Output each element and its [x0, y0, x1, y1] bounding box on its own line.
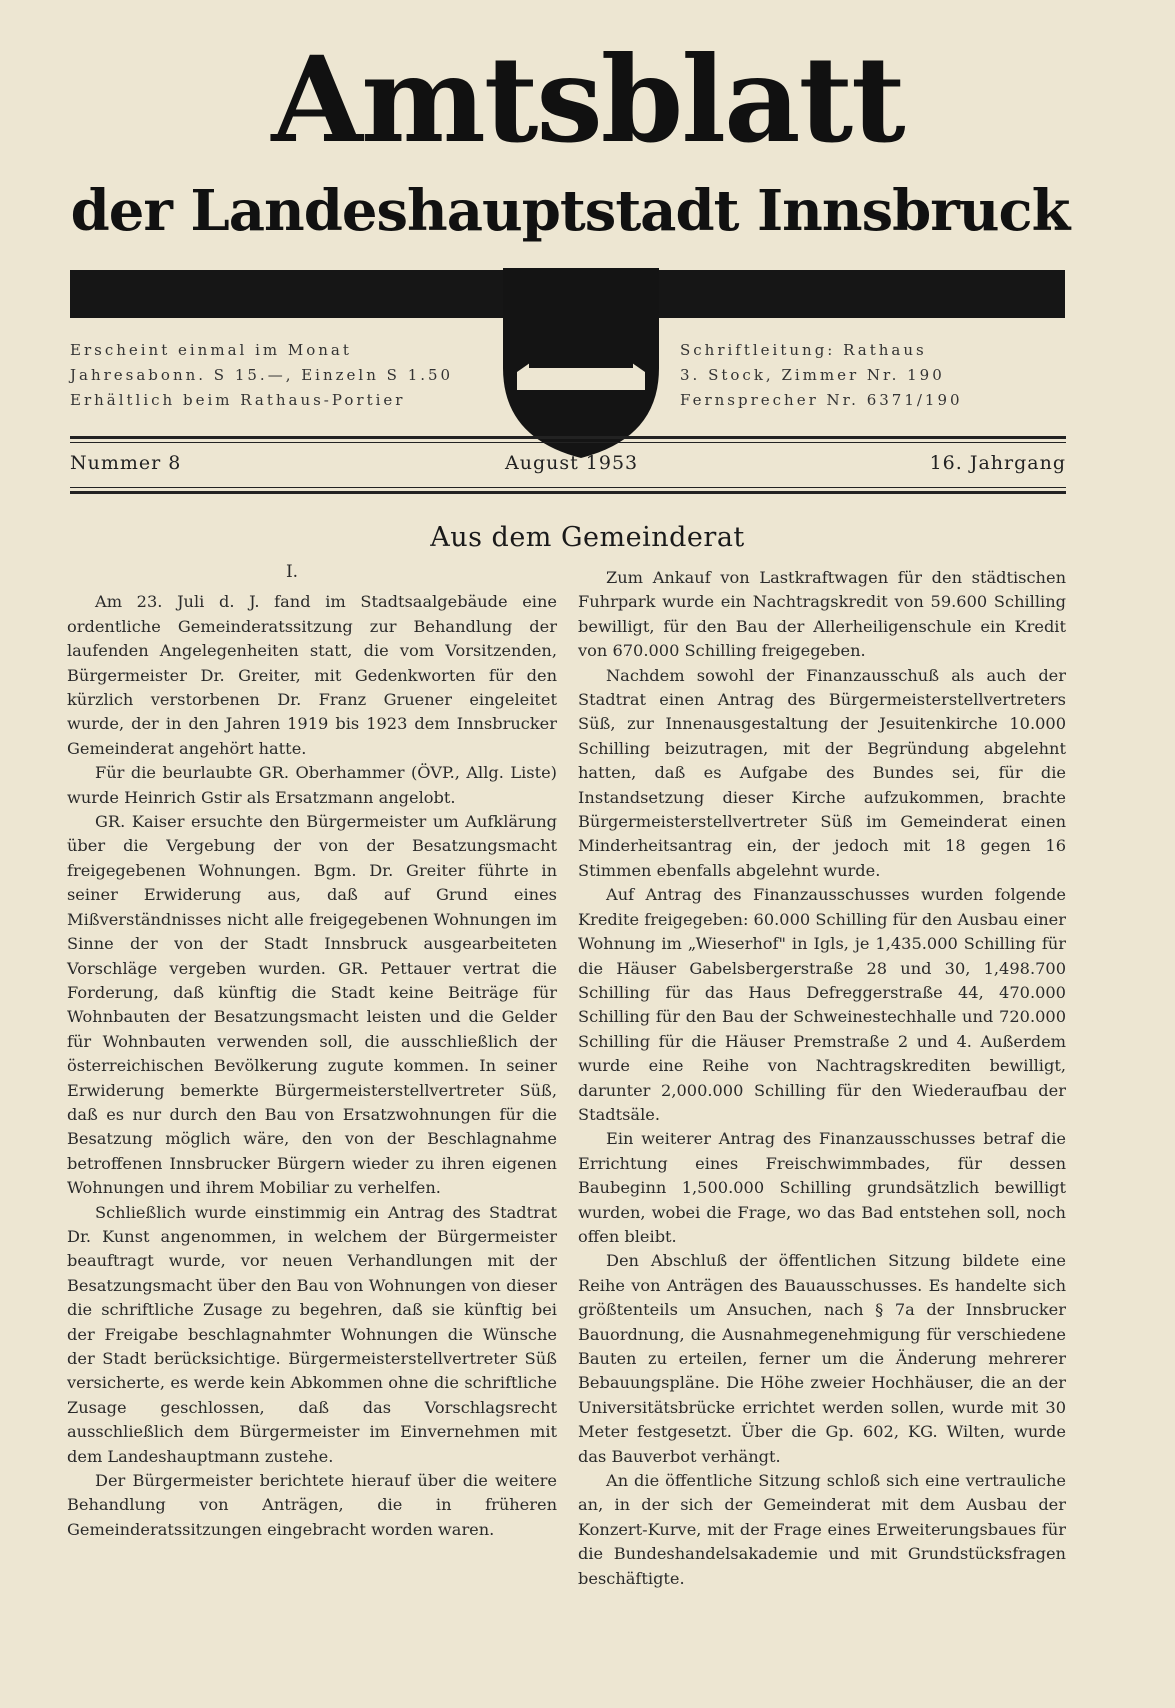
- masthead-title: Amtsblatt: [271, 30, 904, 169]
- article-column-right: [578, 566, 1066, 1591]
- section-number: I.: [285, 562, 299, 582]
- article-paragraph: Zum Ankauf von Lastkraftwagen für den städtischen Fuhrpark wurde ein Nachtragskredit von 59.600 Schilling bewilligt, für den Bau der Allerheiligenschule ein Kredit von 670.000 Schilling freigegeben.: [578, 568, 1066, 661]
- info-right: [680, 338, 1080, 413]
- masthead-subtitle: der Landeshauptstadt Innsbruck: [70, 178, 1070, 244]
- info-line: Jahresabonn. S 15.—, Einzeln S 1.50: [70, 366, 454, 384]
- divider-bottom-thin: [70, 487, 1066, 488]
- info-line: Schriftleitung: Rathaus: [680, 341, 927, 359]
- issue-volume: 16. Jahrgang: [929, 452, 1066, 474]
- divider-bottom: [70, 491, 1066, 494]
- article-paragraph: Für die beurlaubte GR. Oberhammer (ÖVP., Allg. Liste) wurde Heinrich Gstir als Ersatzmann angelobt.: [67, 763, 557, 807]
- article-paragraph: An die öffentliche Sitzung schloß sich eine vertrauliche an, in der sich der Gemeinderat mit dem Ausbau der Konzert-Kurve, mit der Frage eines Erweiterungsbaues für die Bundeshandelsakademie und mit Grundstücksfragen beschäftigte.: [578, 1471, 1066, 1588]
- article-paragraph: Schließlich wurde einstimmig ein Antrag des Stadtrat Dr. Kunst angenommen, in welchem der Bürgermeister beauftragt wurde, vor neuen Verhandlungen mit der Besatzungsmacht über den Bau von Wohnungen von dieser die schriftliche Zusage zu begehren, daß sie künftig bei der Freigabe beschlagnahmter Wohnungen die Wünsche der Stadt berücksichtige. Bürgermeisterstellvertreter Süß versicherte, es werde kein Abkommen ohne die schriftliche Zusage geschlossen, daß das Vorschlagsrecht ausschließlich dem Bürgermeister im Einvernehmen mit dem Landeshauptmann zustehe.: [67, 1202, 557, 1466]
- masthead-bar-right: [658, 270, 1065, 318]
- section-heading: Aus dem Gemeinderat: [430, 522, 745, 553]
- article-column-left: [67, 560, 557, 1542]
- article-paragraph: Ein weiterer Antrag des Finanzausschusses betraf die Errichtung eines Freischwimmbades, für dessen Baubeginn 1,500.000 Schilling grundsätzlich bewilligt wurden, wobei die Frage, wo das Bad entstehen soll, noch offen bleibt.: [578, 1129, 1066, 1246]
- divider-top-thin: [70, 442, 1066, 443]
- article-paragraph: Am 23. Juli d. J. fand im Stadtsaalgebäude eine ordentliche Gemeinderatssitzung zur Behandlung der laufenden Angelegenheiten statt, die vom Vorsitzenden, Bürgermeister Dr. Greiter, mit Gedenkworten für den kürzlich verstorbenen Dr. Franz Gruener eingeleitet wurde, der in den Jahren 1919 bis 1923 dem Innsbrucker Gemeinderat angehört hatte.: [67, 592, 557, 758]
- info-line: Erscheint einmal im Monat: [70, 341, 352, 359]
- divider-top: [70, 436, 1066, 439]
- issue-number: Nummer 8: [70, 452, 182, 474]
- article-paragraph: Der Bürgermeister berichtete hierauf über die weitere Behandlung von Anträgen, die in früheren Gemeinderatssitzungen eingebracht worden waren.: [67, 1471, 557, 1539]
- info-line: 3. Stock, Zimmer Nr. 190: [680, 366, 945, 384]
- article-paragraph: Den Abschluß der öffentlichen Sitzung bildete eine Reihe von Anträgen des Bauausschusses. Es handelte sich größtenteils um Ansuchen, nach § 7a der Innsbrucker Bauordnung, die Ausnahmegenehmigung für verschiedene Bauten zu erteilen, ferner um die Änderung mehrerer Bebauungspläne. Die Höhe zweier Hochhäuser, die an der Universitätsbrücke errichtet werden sollen, wurde mit 30 Meter festgesetzt. Über die Gp. 602, KG. Wilten, wurde das Bauverbot verhängt.: [578, 1251, 1066, 1466]
- info-line: Fernsprecher Nr. 6371/190: [680, 391, 963, 409]
- coat-of-arms-icon: [503, 268, 659, 458]
- issue-info: [70, 452, 1066, 482]
- masthead-bar-left: [70, 270, 503, 318]
- article-paragraph: GR. Kaiser ersuchte den Bürgermeister um Aufklärung über die Vergebung der von der Besatzungsmacht freigegebenen Wohnungen. Bgm. Dr. Greiter führte in seiner Erwiderung aus, daß auf Grund eines Mißverständnisses nicht alle freigegebenen Wohnungen im Sinne der von der Stadt Innsbruck ausgearbeiteten Vorschläge vergeben wurden. GR. Pettauer vertrat die Forderung, daß künftig die Stadt keine Beiträge für Wohnbauten der Besatzungsmacht leisten und die Gelder für Wohnbauten verwenden soll, die ausschließlich der österreichischen Bevölkerung zugute kommen. In seiner Erwiderung bemerkte Bürgermeisterstellvertreter Süß, daß es nur durch den Bau von Ersatzwohnungen für die Besatzung möglich wäre, den von der Beschlagnahme betroffenen Innsbrucker Bürgern wieder zu ihren eigenen Wohnungen und ihrem Mobiliar zu verhelfen.: [67, 812, 557, 1198]
- info-line: Erhältlich beim Rathaus-Portier: [70, 391, 406, 409]
- issue-date: August 1953: [505, 452, 639, 474]
- article-paragraph: Nachdem sowohl der Finanzausschuß als auch der Stadtrat einen Antrag des Bürgermeisterstellvertreters Süß, zur Innenausgestaltung der Jesuitenkirche 10.000 Schilling beizutragen, mit der Begründung abgelehnt hatten, daß es Aufgabe des Bundes sei, für die Instandsetzung dieser Kirche aufzukommen, brachte Bürgermeisterstellvertreter Süß im Gemeinderat einen Minderheitsantrag ein, der jedoch mit 18 gegen 16 Stimmen ebenfalls abgelehnt wurde.: [578, 665, 1066, 880]
- article-paragraph: Auf Antrag des Finanzausschusses wurden folgende Kredite freigegeben: 60.000 Schilling für den Ausbau einer Wohnung im „Wieserhof" in Igls, je 1,435.000 Schilling für die Häuser Gabelsbergerstraße 28 und 30, 1,498.700 Schilling für das Haus Defreggerstraße 44, 470.000 Schilling für den Bau der Schweinestechhalle und 720.000 Schilling für die Häuser Premstraße 2 und 4. Außerdem wurde eine Reihe von Nachtragskrediten bewilligt, darunter 2,000.000 Schilling für den Wiederaufbau der Stadtsäle.: [578, 885, 1066, 1124]
- info-left: [70, 338, 470, 413]
